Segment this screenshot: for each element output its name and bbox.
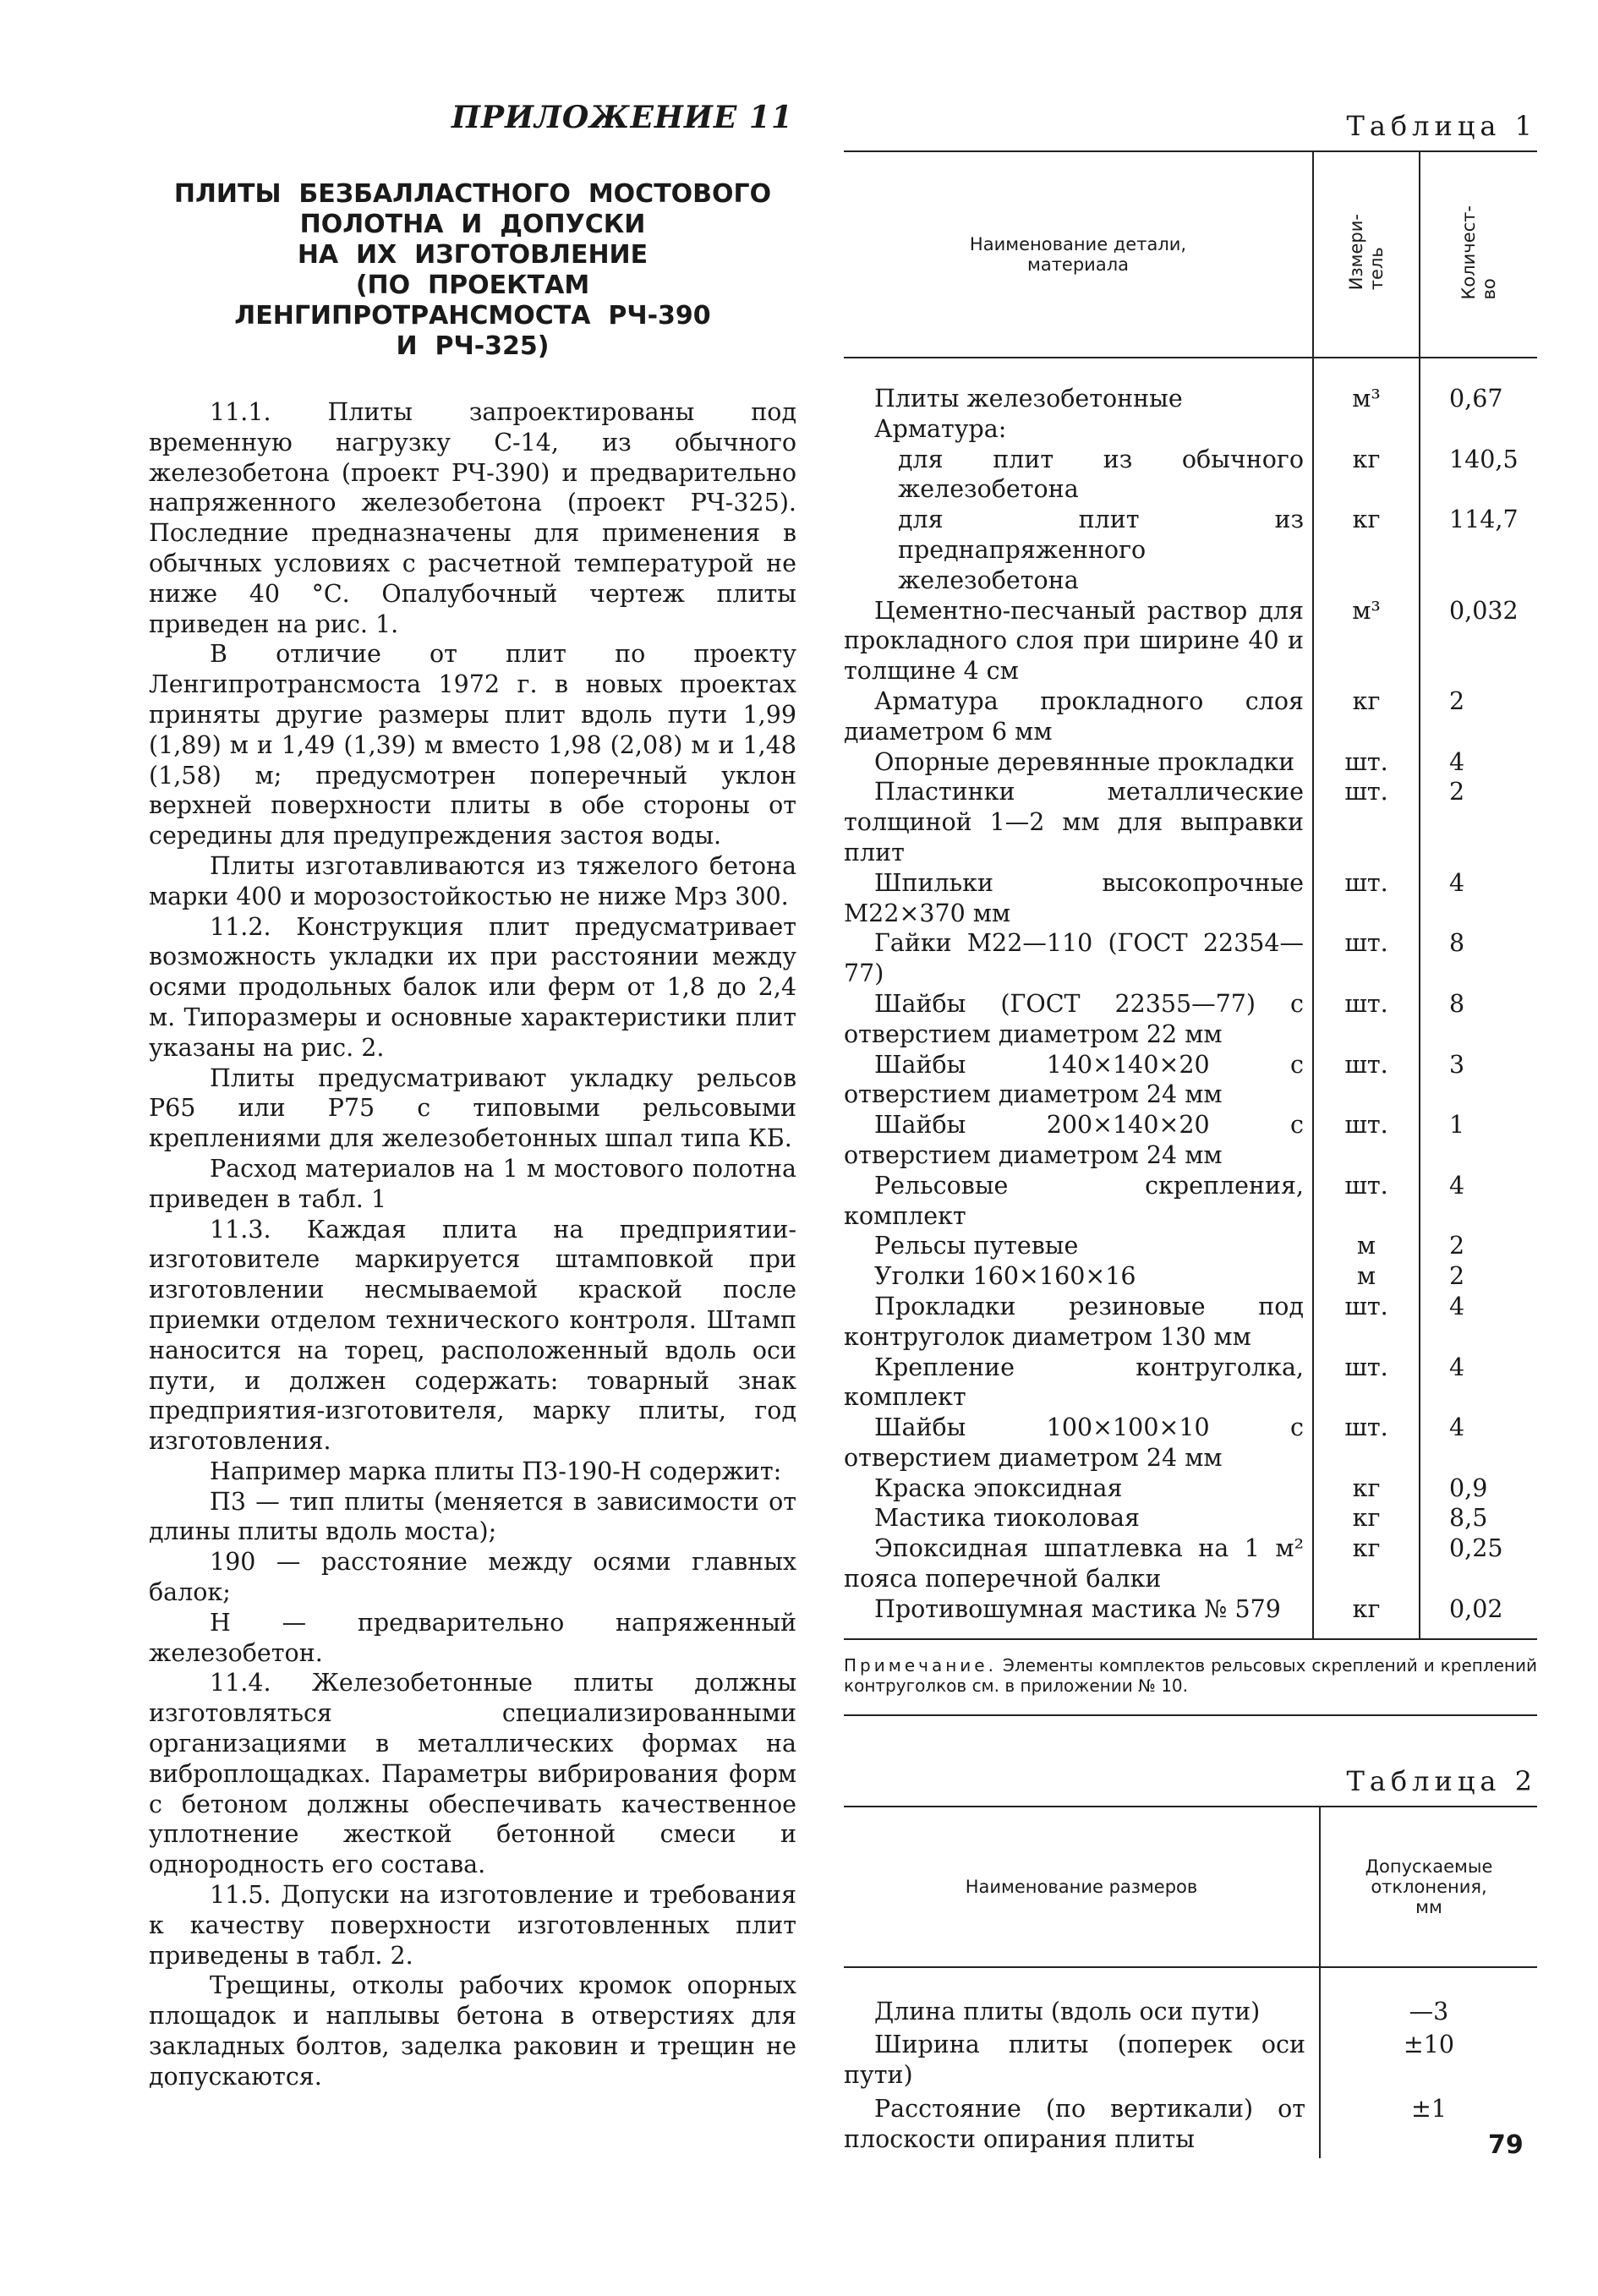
paragraph: Н — предварительно напряженный железобетон. <box>149 1608 796 1667</box>
table-row <box>844 1171 1537 1232</box>
material-name: Плиты железобетонные <box>874 385 1183 413</box>
material-unit: кг <box>1313 1503 1420 1533</box>
material-quantity: 2 <box>1449 1262 1465 1291</box>
table-row <box>844 1353 1537 1413</box>
material-unit: шт. <box>1313 868 1420 929</box>
material-quantity: 4 <box>1449 1353 1465 1381</box>
title-line: НА ИХ ИЗГОТОВЛЕНИЕ <box>297 240 649 270</box>
title-line: (ПО ПРОЕКТАМ <box>355 271 590 300</box>
table1-header-qty: Количест- во <box>1420 151 1537 358</box>
page-number: 79 <box>1488 2130 1524 2160</box>
material-unit: шт. <box>1313 777 1420 867</box>
table-row <box>844 1261 1537 1292</box>
material-unit: кг <box>1313 1533 1420 1594</box>
table-row <box>844 989 1537 1050</box>
table2-caption: Таблица 2 <box>1346 1764 1537 1797</box>
material-name: Шайбы 100×100×10 с отверстием диаметром 24 мм <box>844 1413 1304 1472</box>
table1-header-unit: Измери- тель <box>1313 151 1420 358</box>
material-unit: шт. <box>1313 1353 1420 1413</box>
table-row <box>844 1231 1537 1261</box>
allowed-deviation: ±1 <box>1320 2094 1537 2158</box>
paragraph: 190 — расстояние между осями главных балок; <box>149 1548 796 1607</box>
material-quantity: 4 <box>1449 868 1465 897</box>
paragraph: Плиты предусматривают укладку рельсов Р65 или Р75 с типовыми рельсовыми креплениями для железобетонных шпал типа КБ. <box>149 1063 796 1153</box>
table-row <box>844 1533 1537 1594</box>
material-unit: шт. <box>1313 747 1420 778</box>
table-row <box>844 1967 1537 2031</box>
material-name: Гайки М22—110 (ГОСТ 22354—77) <box>844 929 1304 988</box>
document-title <box>149 179 796 362</box>
material-unit: шт. <box>1313 928 1420 989</box>
material-unit: кг <box>1313 505 1420 595</box>
material-unit: шт. <box>1313 989 1420 1050</box>
material-quantity: 0,032 <box>1449 596 1519 625</box>
material-unit: кг <box>1313 1594 1420 1639</box>
table-row <box>844 358 1537 414</box>
material-quantity: 1 <box>1449 1111 1465 1140</box>
material-name: Пластинки металлические толщиной 1—2 мм для выправки плит <box>844 778 1304 866</box>
material-unit: м³ <box>1313 596 1420 686</box>
table-row <box>844 686 1537 747</box>
material-quantity: 140,5 <box>1449 445 1519 473</box>
table-row <box>844 1413 1537 1473</box>
material-unit: кг <box>1313 686 1420 747</box>
dimension-name: Расстояние (по вертикали) от плоскости опирания плиты <box>844 2095 1305 2153</box>
material-unit: м <box>1313 1231 1420 1261</box>
material-quantity: 4 <box>1449 747 1465 776</box>
material-unit <box>1313 414 1420 445</box>
material-name: Рельсовые скрепления, комплект <box>844 1171 1304 1230</box>
table-row <box>844 2030 1537 2094</box>
material-quantity: 4 <box>1449 1171 1465 1200</box>
paragraph: В отличие от плит по проекту Ленгипротрансмоста 1972 г. в новых проектах приняты другие размеры плит вдоль пути 1,99 (1,89) м и 1,49 (1,39) м вместо 1,98 (2,08) м и 1,48 (1,58) м; предусмотрен поперечный уклон верхней поверхности плиты в обе стороны от середины для предупреждения застоя воды. <box>149 640 796 850</box>
material-unit: кг <box>1313 445 1420 506</box>
material-name: Шайбы 140×140×20 с отверстием диаметром 24 мм <box>844 1050 1304 1109</box>
material-quantity: 0,25 <box>1449 1534 1503 1563</box>
paragraph: П3 — тип плиты (меняется в зависимости от длины плиты вдоль моста); <box>149 1487 796 1546</box>
table-row <box>844 2094 1537 2158</box>
material-unit: кг <box>1313 1473 1420 1504</box>
table-row <box>844 596 1537 686</box>
paragraph: 11.5. Допуски на изготовление и требования к качеству поверхности изготовленных плит приведены в табл. 2. <box>149 1881 796 1970</box>
table-row <box>844 1110 1537 1171</box>
material-quantity: 8 <box>1449 989 1465 1018</box>
tolerances-table <box>844 1806 1537 2158</box>
table1-note: Примечание. Элементы комплектов рельсовых скреплений и креплений контруголков см. в приложении № 10. <box>844 1654 1537 1696</box>
table-row <box>844 445 1537 506</box>
table2-header-name: Наименование размеров <box>844 1807 1320 1967</box>
table1-caption: Таблица 1 <box>1346 110 1537 142</box>
material-quantity: 2 <box>1449 778 1465 806</box>
table2-header-deviation: Допускаемые отклонения, мм <box>1320 1807 1537 1967</box>
table-row <box>844 414 1537 445</box>
table-row <box>844 1292 1537 1353</box>
body-text <box>149 397 796 2092</box>
paragraph: Плиты изготавливаются из тяжелого бетона марки 400 и морозостойкостью не ниже Мрз 300. <box>149 851 796 910</box>
material-name: Противошумная мастика № 579 <box>844 1594 1313 1639</box>
title-line: ПОЛОТНА И ДОПУСКИ <box>299 210 646 239</box>
dimension-name: Длина плиты (вдоль оси пути) <box>874 1997 1261 2025</box>
material-name: Рельсы путевые <box>874 1232 1079 1260</box>
material-quantity: 4 <box>1449 1413 1465 1442</box>
material-quantity: 2 <box>1449 686 1465 715</box>
material-name: Шпильки высокопрочные М22×370 мм <box>844 868 1304 927</box>
note-divider <box>844 1714 1537 1716</box>
material-unit: м <box>1313 1261 1420 1292</box>
material-name: Мастика тиоколовая <box>874 1504 1140 1533</box>
material-name: Прокладки резиновые под контруголок диаметром 130 мм <box>844 1292 1304 1351</box>
title-line: ПЛИТЫ БЕЗБАЛЛАСТНОГО МОСТОВОГО <box>173 179 772 209</box>
material-name: для плит из преднапряженного железобетона <box>898 506 1304 594</box>
left-column <box>149 100 796 2092</box>
right-column <box>844 110 1537 2158</box>
material-name: Крепление контруголка, комплект <box>844 1353 1304 1412</box>
material-quantity: 0,67 <box>1449 385 1503 413</box>
table-row <box>844 1473 1537 1504</box>
material-unit: шт. <box>1313 1050 1420 1111</box>
table-row <box>844 505 1537 595</box>
material-quantity: 4 <box>1449 1292 1465 1320</box>
paragraph: Трещины, отколы рабочих кромок опорных площадок и наплывы бетона в отверстиях для закладных болтов, заделка раковин и трещин не допускаются. <box>149 1971 796 2091</box>
material-name: Цементно-песчаный раствор для прокладного слоя при ширине 40 и толщине 4 см <box>844 596 1304 686</box>
material-quantity: 3 <box>1449 1050 1465 1079</box>
table-row <box>844 868 1537 929</box>
dimension-name: Ширина плиты (поперек оси пути) <box>844 2031 1305 2090</box>
material-quantity <box>1420 414 1537 445</box>
table-row <box>844 1050 1537 1111</box>
material-name: Шайбы 200×140×20 с отверстием диаметром 24 мм <box>844 1111 1304 1169</box>
table-row <box>844 928 1537 989</box>
material-unit: м³ <box>1313 358 1420 414</box>
allowed-deviation: ±10 <box>1320 2030 1537 2094</box>
paragraph: Например марка плиты П3-190-Н содержит: <box>210 1457 782 1485</box>
paragraph: 11.4. Железобетонные плиты должны изготовляться специализированными организациями в металлических формах на виброплощадках. Параметры вибрирования форм с бетоном должны обеспечивать качественное уплотнение жесткой бетонной смеси и однородность его состава. <box>149 1669 796 1879</box>
table-row <box>844 1594 1537 1639</box>
table1-header-name: Наименование детали, материала <box>844 151 1313 358</box>
material-name: Арматура прокладного слоя диаметром 6 мм <box>844 686 1304 746</box>
material-unit: шт. <box>1313 1413 1420 1473</box>
material-unit: шт. <box>1313 1171 1420 1232</box>
material-quantity: 2 <box>1449 1232 1465 1260</box>
material-quantity: 8 <box>1449 929 1465 958</box>
allowed-deviation: —3 <box>1320 1967 1537 2031</box>
material-quantity: 0,02 <box>1420 1594 1537 1639</box>
table-row <box>844 777 1537 867</box>
table-row <box>844 1503 1537 1533</box>
material-name: для плит из обычного железобетона <box>898 445 1304 504</box>
paragraph: 11.3. Каждая плита на предприятии-изготовителе маркируется штамповкой при изготовлении несмываемой краской после приемки отделом технического контроля. Штамп наносится на торец, расположенный вдоль оси пути, и должен содержать: товарный знак предприятия-изготовителя, марку плиты, год изготовления. <box>149 1215 796 1456</box>
materials-table <box>844 150 1537 1640</box>
material-name: Арматура: <box>874 414 1007 443</box>
material-quantity: 0,9 <box>1449 1473 1488 1502</box>
material-name: Эпоксидная шпатлевка на 1 м² пояса поперечной балки <box>844 1534 1304 1594</box>
material-unit: шт. <box>1313 1292 1420 1353</box>
material-name: Опорные деревянные прокладки <box>874 747 1295 776</box>
paragraph: 11.2. Конструкция плит предусматривает возможность укладки их при расстоянии между осями продольных балок или ферм от 1,8 до 2,4 м. Типоразмеры и основные характеристики плит указаны на рис. 2. <box>149 912 796 1062</box>
title-line: И РЧ-325) <box>396 331 550 361</box>
paragraph: 11.1. Плиты запроектированы под временную нагрузку С-14, из обычного железобетона (проект РЧ-390) и предварительно напряженного железобетона (проект РЧ-325). Последние предназначены для применения в обычных условиях с расчетной температурой не ниже 40 °С. Опалубочный чертеж плиты приведен на рис. 1. <box>149 398 796 638</box>
material-unit: шт. <box>1313 1110 1420 1171</box>
material-quantity: 8,5 <box>1449 1504 1488 1533</box>
material-name: Уголки 160×160×16 <box>874 1262 1136 1291</box>
appendix-heading: ПРИЛОЖЕНИЕ 11 <box>451 100 793 135</box>
material-name: Краска эпоксидная <box>874 1473 1123 1502</box>
material-name: Шайбы (ГОСТ 22355—77) с отверстием диаметром 22 мм <box>844 989 1304 1048</box>
paragraph: Расход материалов на 1 м мостового полотна приведен в табл. 1 <box>149 1154 796 1213</box>
table-row <box>844 747 1537 778</box>
material-quantity: 114,7 <box>1449 506 1519 534</box>
title-line: ЛЕНГИПРОТРАНСМОСТА РЧ-390 <box>234 301 711 331</box>
